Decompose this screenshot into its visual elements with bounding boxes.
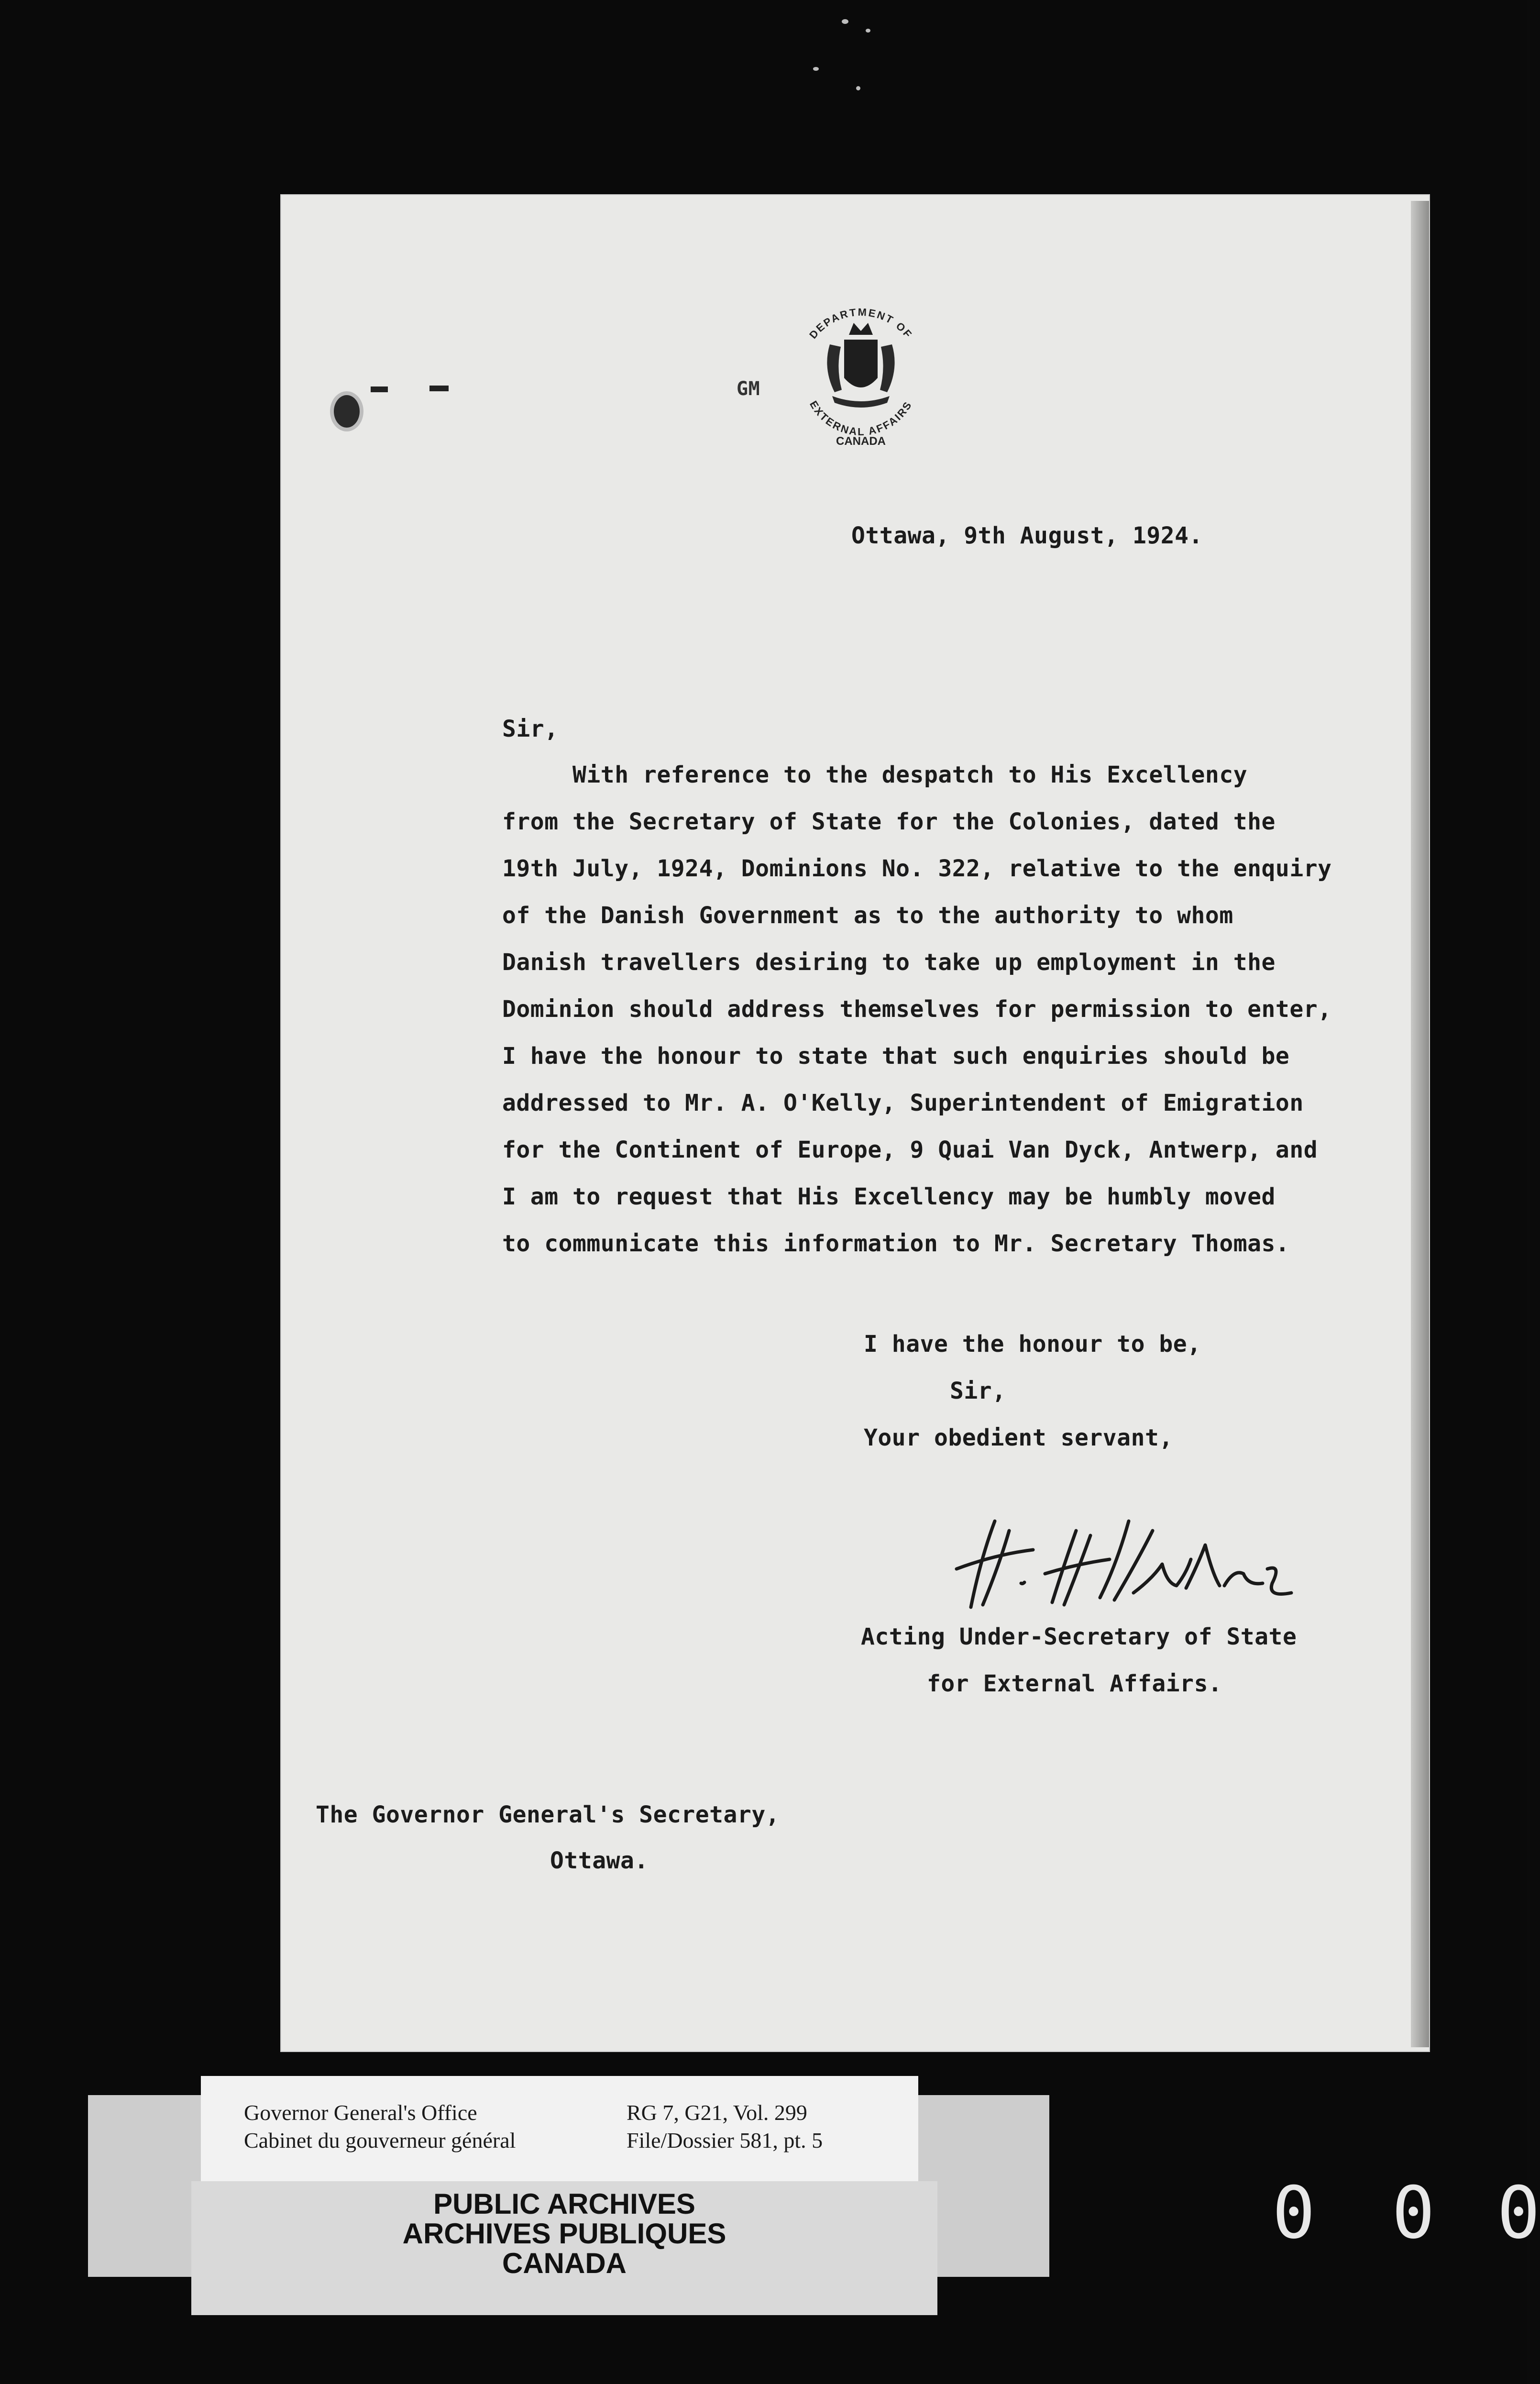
film-speck bbox=[856, 86, 860, 90]
ink-mark bbox=[429, 386, 449, 391]
archive-file: File/Dossier 581, pt. 5 bbox=[627, 2128, 823, 2152]
body-line: I have the honour to state that such enquiries should be bbox=[502, 1043, 1290, 1070]
archives-country: CANADA bbox=[502, 2247, 627, 2279]
handwritten-signature bbox=[937, 1502, 1310, 1617]
crest-country: CANADA bbox=[836, 435, 886, 448]
punch-hole bbox=[330, 391, 363, 431]
signatory-title: for External Affairs. bbox=[927, 1670, 1222, 1697]
body-line: With reference to the despatch to His Excellency bbox=[502, 762, 1248, 788]
archive-office-en: Governor General's Office bbox=[244, 2100, 477, 2125]
frame-digit: 0 bbox=[1392, 2172, 1435, 2255]
crest-top-text: DEPARTMENT OF bbox=[807, 306, 915, 341]
public-archives-en: PUBLIC ARCHIVES bbox=[433, 2188, 695, 2220]
film-speck bbox=[813, 67, 819, 71]
body-line: I am to request that His Excellency may be humbly moved bbox=[502, 1183, 1276, 1210]
body-line: Danish travellers desiring to take up employment in the bbox=[502, 949, 1276, 976]
body-line: for the Continent of Europe, 9 Quai Van Dyck, Antwerp, and bbox=[502, 1137, 1318, 1163]
sheet-edge bbox=[1411, 201, 1429, 2047]
frame-digit: 0 bbox=[1497, 2172, 1540, 2255]
place-date: Ottawa, 9th August, 1924. bbox=[851, 522, 1203, 549]
frame-digit: 0 bbox=[1272, 2172, 1316, 2255]
closing-line: I have the honour to be, bbox=[864, 1331, 1201, 1358]
body-line: from the Secretary of State for the Colonies, dated the bbox=[502, 808, 1276, 835]
letter-sheet bbox=[281, 195, 1429, 2051]
crest-bottom-text: EXTERNAL AFFAIRS bbox=[807, 398, 914, 438]
body-line: Dominion should address themselves for permission to enter, bbox=[502, 996, 1332, 1023]
archive-office-fr: Cabinet du gouverneur général bbox=[244, 2128, 516, 2152]
archive-ref: RG 7, G21, Vol. 299 bbox=[627, 2100, 807, 2125]
film-speck bbox=[842, 19, 848, 24]
salutation: Sir, bbox=[502, 716, 559, 742]
film-speck bbox=[866, 29, 870, 33]
body-line: addressed to Mr. A. O'Kelly, Superintendent of Emigration bbox=[502, 1090, 1304, 1116]
body-line: to communicate this information to Mr. Secretary Thomas. bbox=[502, 1230, 1290, 1257]
closing-line: Your obedient servant, bbox=[864, 1424, 1173, 1451]
svg-text:DEPARTMENT OF bbox=[807, 306, 915, 341]
coat-of-arms-icon bbox=[784, 287, 937, 459]
addressee-line: The Governor General's Secretary, bbox=[316, 1801, 780, 1828]
body-line: of the Danish Government as to the authority to whom bbox=[502, 902, 1233, 929]
ink-mark bbox=[371, 386, 388, 392]
public-archives-fr: ARCHIVES PUBLIQUES bbox=[402, 2218, 726, 2250]
body-line: 19th July, 1924, Dominions No. 322, relative to the enquiry bbox=[502, 855, 1332, 882]
closing-line: Sir, bbox=[950, 1378, 1006, 1404]
addressee-line: Ottawa. bbox=[550, 1847, 649, 1874]
reference-initials: GM bbox=[737, 378, 760, 400]
signatory-title: Acting Under-Secretary of State bbox=[861, 1623, 1297, 1650]
